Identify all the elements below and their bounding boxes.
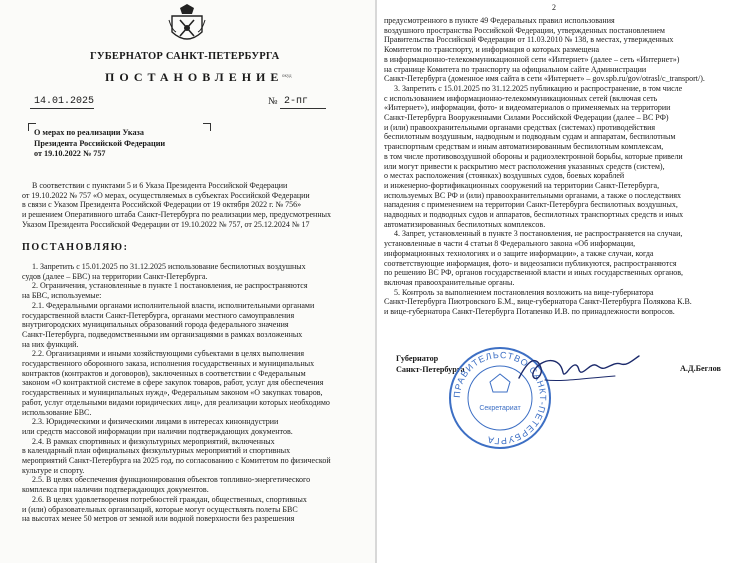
text-line: на них функций.: [22, 339, 79, 349]
document-date: 14.01.2025: [34, 96, 95, 107]
number-sign: №: [268, 96, 278, 107]
text-line: Санкт-Петербурга, подведомственными им организациями в рамках возложенных: [22, 329, 303, 339]
clauses-page-two: [384, 16, 728, 317]
preamble: [22, 181, 367, 230]
text-line: Комитетом по транспорту, и информация о которых размещена: [384, 45, 600, 55]
date-underline: [30, 108, 94, 109]
okud-code: окуд: [282, 74, 292, 79]
text-line: Санкт-Петербурга Пиотровского Б.М., вице-губернатора Санкт-Петербурга Полякова К.В.: [384, 297, 692, 307]
text-line: государственной власти Санкт-Петербурга, органами местного самоуправления: [22, 310, 295, 320]
text-line: судов (далее – БВС) на территории Санкт-Петербурга.: [22, 271, 208, 281]
seal-ring-text: ПРАВИТЕЛЬСТВО САНКТ-ПЕТЕРБУРГА: [451, 349, 549, 447]
document-number: 2-пг: [284, 96, 309, 107]
text-line: 2.4. В рамках спортивных и физкультурных мероприятий, включенных: [32, 436, 275, 446]
resolve-heading: ПОСТАНОВЛЯЮ:: [22, 242, 129, 253]
subject-line: О мерах по реализации Указа: [34, 128, 144, 137]
text-line: и инженерно-фортификационных сооружений на территории Санкт-Петербурга,: [384, 180, 660, 190]
text-line: на странице Комитета по транспорту на официальном сайте Администрации: [384, 64, 647, 74]
document-subject: [34, 128, 234, 160]
text-line: по решению ВС РФ, органов государственной власти и иных государственных органов,: [384, 268, 684, 278]
text-line: 5. Контроль за выполнением постановления возложить на вице-губернатора: [394, 287, 654, 297]
preamble-line: в связи с Указом Президента Российской Федерации от 19 октября 2022 г. № 756»: [22, 200, 302, 210]
text-line: использование БВС.: [22, 407, 92, 417]
page-divider: [375, 0, 377, 563]
text-line: 2. Ограничения, установленные в пункте 1 постановления, не распространяются: [32, 281, 308, 291]
text-line: и вице-губернатора Санкт-Петербурга Потапенко И.В. по принадлежности вопросов.: [384, 307, 675, 317]
text-line: 3. Запретить с 15.01.2025 по 31.12.2025 публикацию и распространение, в том числе: [394, 83, 683, 93]
text-line: «Интернет»), информации, фото- и видеоматериалов о применяемых на территории: [384, 103, 671, 113]
text-line: или средств массовой информации при наличии подтверждающих документов.: [22, 426, 293, 436]
text-line: надводных и подводных судов и аппаратов, беспилотных транспортных средств и иных: [384, 210, 684, 220]
clauses-page-one: [22, 262, 367, 524]
text-line: внутригородских муниципальных образований города федерального значения: [22, 320, 289, 330]
text-line: с использованием информационно-телекоммуникационных сетей (включая сеть: [384, 93, 658, 103]
text-line: 2.5. В целях обеспечения функционирования объектов топливно-энергетического: [32, 475, 311, 485]
text-line: в календарный план официальных физкультурных мероприятий и спортивных: [22, 446, 291, 456]
signer-title-line: Губернатор: [396, 354, 439, 363]
text-line: 2.3. Юридическими и физическими лицами в интересах кинонндустрии: [32, 417, 279, 427]
text-line: и (или) образовательных организаций, которые могут осуществлять полеты БВС: [22, 504, 298, 514]
preamble-line: Указом Президента Российской Федерации от 19.10.2022 № 757, от 25.12.2024 № 17: [22, 219, 310, 229]
text-line: на БВС, используемые:: [22, 291, 102, 301]
coat-of-arms-icon: [168, 2, 206, 46]
subject-line: от 19.10.2022 № 757: [34, 149, 106, 158]
page-number: 2: [552, 3, 556, 12]
text-line: в том числе противовоздушной обороны и радиоэлектронной борьбы, которые привели: [384, 151, 683, 161]
text-line: государственного оборонного заказа, исполнения государственных и муниципальных: [22, 359, 315, 369]
text-line: 2.1. Федеральными органами исполнительной власти, исполнительными органами: [32, 300, 315, 310]
signer-title-line: Санкт-Петербурга: [396, 364, 465, 374]
text-line: 4. Запрет, установленный в пункте 3 постановления, не распространяется на случаи,: [394, 229, 683, 239]
text-line: контрактов (контрактов и договоров), заключенных в соответствии с Федеральным: [22, 368, 306, 378]
text-line: установленные в части 4 статьи 8 Федерального закона «Об информации,: [384, 239, 636, 249]
preamble-line: и решением Оперативного штаба Санкт-Петербурга по реализации мер, предусмотренных: [22, 210, 331, 220]
text-line: используемых ВС РФ и (или) правоохранительными органами, а также о последствиях: [384, 190, 682, 200]
text-line: 2.6. В целях удовлетворения потребностей граждан, общественных, спортивных: [32, 494, 307, 504]
text-line: или могут привести к раскрытию мест расположения указанных средств (систем),: [384, 161, 665, 171]
governor-title: ГУБЕРНАТОР САНКТ-ПЕТЕРБУРГА: [90, 51, 280, 62]
seal-center-text: Секретариат: [479, 405, 521, 412]
text-line: на высотах менее 50 метров от земной или водной поверхности без разрешения: [22, 514, 295, 524]
text-line: комплекса при наличии подтверждающих документов.: [22, 485, 209, 495]
text-line: мероприятий Санкт-Петербурга на 2025 год, по согласованию с Комитетом по физической: [22, 456, 331, 466]
text-line: нападения с применением на территории Санкт-Петербурга беспилотных воздушных,: [384, 200, 678, 210]
text-line: Санкт-Петербурга Вооруженными Силами Российской Федерации (далее – ВС РФ): [384, 113, 669, 123]
text-line: транспортным средствам и иным автоматизированным беспилотным комплексам,: [384, 142, 664, 152]
text-line: законом «О контрактной системе в сфере закупок товаров, работ, услуг для обеспечения: [22, 378, 324, 388]
text-line: 1. Запретить с 15.01.2025 по 31.12.2025 использование беспилотных воздушных: [32, 262, 306, 271]
text-line: работ, услуг отдельными видами юридических лиц», для реализации которых необходимо: [22, 397, 330, 407]
text-line: государственных и муниципальных нужд», Федеральным законом «О закупках товаров,: [22, 388, 323, 398]
text-line: 2.2. Организациями и иными хозяйствующими субъектами в целях выполнения: [32, 349, 305, 359]
text-line: о местах расположения (стоянках) воздушных судов, боевых кораблей: [384, 171, 625, 181]
subject-line: Президента Российской Федерации: [34, 138, 166, 148]
text-line: воздушного пространства Российской Федерации, утвержденных постановлением: [384, 25, 665, 35]
text-line: беспилотным воздушным, надводным и подводным судам и аппаратам, беспилотным: [384, 132, 676, 142]
text-line: информационных технологиях и о защите информации», а также случаи, когда: [384, 248, 654, 258]
text-line: автоматизированных беспилотных комплексов.: [384, 219, 546, 229]
number-underline: [280, 108, 326, 109]
text-line: и (или) правоохранительными органами средствах (системах) противодействия: [384, 122, 656, 132]
preamble-line: В соответствии с пунктами 5 и 6 Указа Президента Российской Федерации: [32, 181, 288, 190]
text-line: в информационно-телекоммуникационной сети «Интернет» (далее – сеть «Интернет»): [384, 54, 680, 64]
text-line: предусмотренного в пункте 49 Федеральных правил использования: [384, 16, 615, 25]
text-line: культуре и спорту.: [22, 465, 85, 475]
text-line: включая правоохранительные органы.: [384, 277, 515, 287]
handwritten-signature: [515, 348, 643, 392]
text-line: Санкт-Петербурга (доменное имя сайта в сети «Интернет» – gov.spb.ru/gov/otrasl/c_transport/).: [384, 74, 705, 84]
text-line: Правительства Российской Федерации от 11.03.2010 № 138, в местах, утвержденных: [384, 35, 674, 45]
preamble-line: от 19.10.2022 № 757 «О мерах, осуществляемых в субъектах Российской Федерации: [22, 190, 310, 200]
document-type-title: ПОСТАНОВЛЕНИЕ: [105, 70, 284, 84]
text-line: соответствующие информация, фото- и видеозаписи публикуются, распространяются: [384, 258, 677, 268]
signer-name: А.Д.Беглов: [680, 364, 721, 373]
